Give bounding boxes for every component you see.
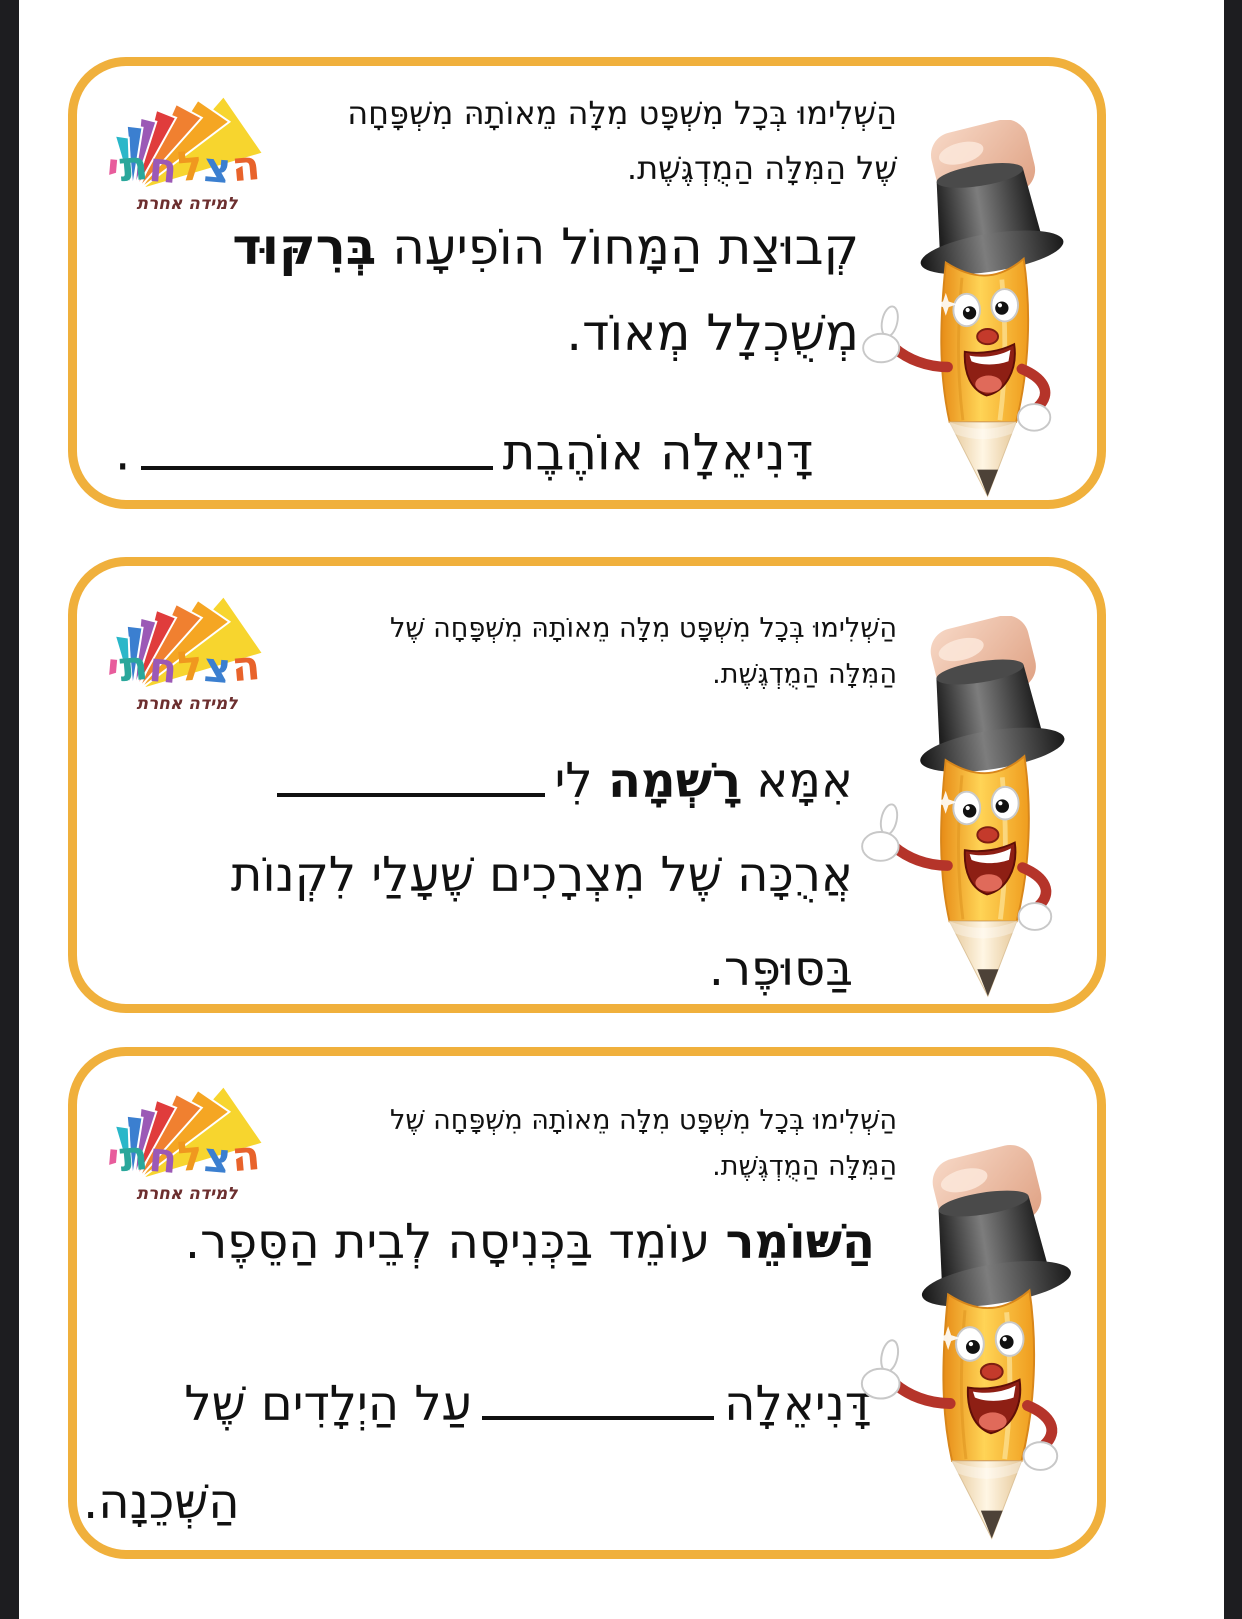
- logo-title: הצלחתי: [104, 640, 263, 694]
- answer-text: דָּנִיאֵלָה אוֹהֶבֶת: [502, 423, 813, 482]
- sentence-text: לִי: [554, 753, 608, 809]
- answer-period: .: [114, 423, 131, 482]
- instructions-line-2: הַמִּלָּה הַמֻדְגֶּשֶׁת.: [712, 659, 897, 691]
- sentence-line-3: בַּסּוּפֶּר.: [708, 941, 853, 998]
- worksheet-card-3: [68, 1047, 1106, 1559]
- instructions-line-2: שֶׁל הַמִּלָּה הַמֻדְגֶּשֶׁת.: [626, 149, 897, 188]
- fill-in-blank: [141, 422, 493, 470]
- instructions-line-1: הַשְׁלִימוּ בְּכָל מִשְׁפָּט מִלָּה מֵאוֹתָהּ מִשְׁפָּחָה שֶׁל: [390, 613, 897, 644]
- answer-line-1: [71, 1356, 871, 1454]
- instructions-line-1: הַשְׁלִימוּ בְּכָל מִשְׁפָּט מִלָּה מֵאוֹתָהּ מִשְׁפָּחָה שֶׁל: [390, 1105, 897, 1136]
- answer-text: עַל הַיְלָדִים שֶׁל: [184, 1376, 473, 1432]
- hatzlachti-logo: [99, 592, 279, 742]
- instructions: [390, 1098, 897, 1191]
- fill-in-blank: [482, 1374, 714, 1420]
- sentence-line-1: [231, 734, 853, 828]
- logo-subtitle: למידה אחרת: [136, 694, 238, 714]
- logo-title: הצלחתי: [104, 1130, 263, 1184]
- viewer-left-edge: [0, 0, 19, 1619]
- highlighted-word: רָשְׁמָה: [607, 753, 741, 809]
- logo-title: הצלחתי: [104, 140, 263, 194]
- answer-text: דָּנִיאֵלָה: [724, 1376, 871, 1432]
- instructions-line-2: הַמִּלָּה הַמֻדְגֶּשֶׁת.: [712, 1151, 897, 1183]
- highlighted-word: הַשּׁוֹמֵר: [725, 1214, 875, 1270]
- exercise-sentence: [231, 734, 853, 1016]
- pencil-character-icon: [845, 616, 1077, 1000]
- sentence-line-2: אֲרֻכָּה שֶׁל מִצְרָכִים שֶׁעָלַי לִקְנוֹת: [230, 847, 853, 904]
- instructions: [390, 606, 897, 699]
- answer-line: [115, 422, 813, 482]
- instructions: [347, 86, 897, 196]
- highlighted-word: בְּרִקּוּד: [232, 218, 377, 276]
- exercise-sentence: [232, 204, 859, 376]
- pencil-character-icon: [845, 1130, 1083, 1558]
- answer-line-2: הַשְּׁכֵנָה.: [83, 1473, 240, 1530]
- viewer-right-edge: [1224, 0, 1242, 1619]
- sentence-text: אִמָּא: [740, 753, 853, 809]
- instructions-line-1: הַשְׁלִימוּ בְּכָל מִשְׁפָּט מִלָּה מֵאוֹתָהּ מִשְׁפָּחָה: [347, 94, 897, 132]
- worksheet-card-2: [68, 557, 1106, 1013]
- sentence-line-2: מְשֻׁכְלָל מְאוֹד.: [566, 304, 859, 362]
- logo-subtitle: למידה אחרת: [136, 194, 238, 214]
- fill-in-blank: [277, 751, 545, 797]
- pencil-character-icon: [845, 120, 1077, 500]
- exercise-sentence: [185, 1202, 875, 1284]
- logo-subtitle: למידה אחרת: [136, 1184, 238, 1204]
- worksheet-card-1: [68, 57, 1106, 509]
- sentence-line-1: [232, 204, 859, 290]
- sentence-text: עוֹמֵד בַּכְּנִיסָה לְבֵית הַסֵּפֶר.: [184, 1214, 726, 1270]
- sentence-line-1: [185, 1202, 875, 1284]
- sentence-text: קְבוּצַת הַמָּחוֹל הוֹפִיעָה: [376, 218, 859, 276]
- answer-line: [71, 1356, 871, 1552]
